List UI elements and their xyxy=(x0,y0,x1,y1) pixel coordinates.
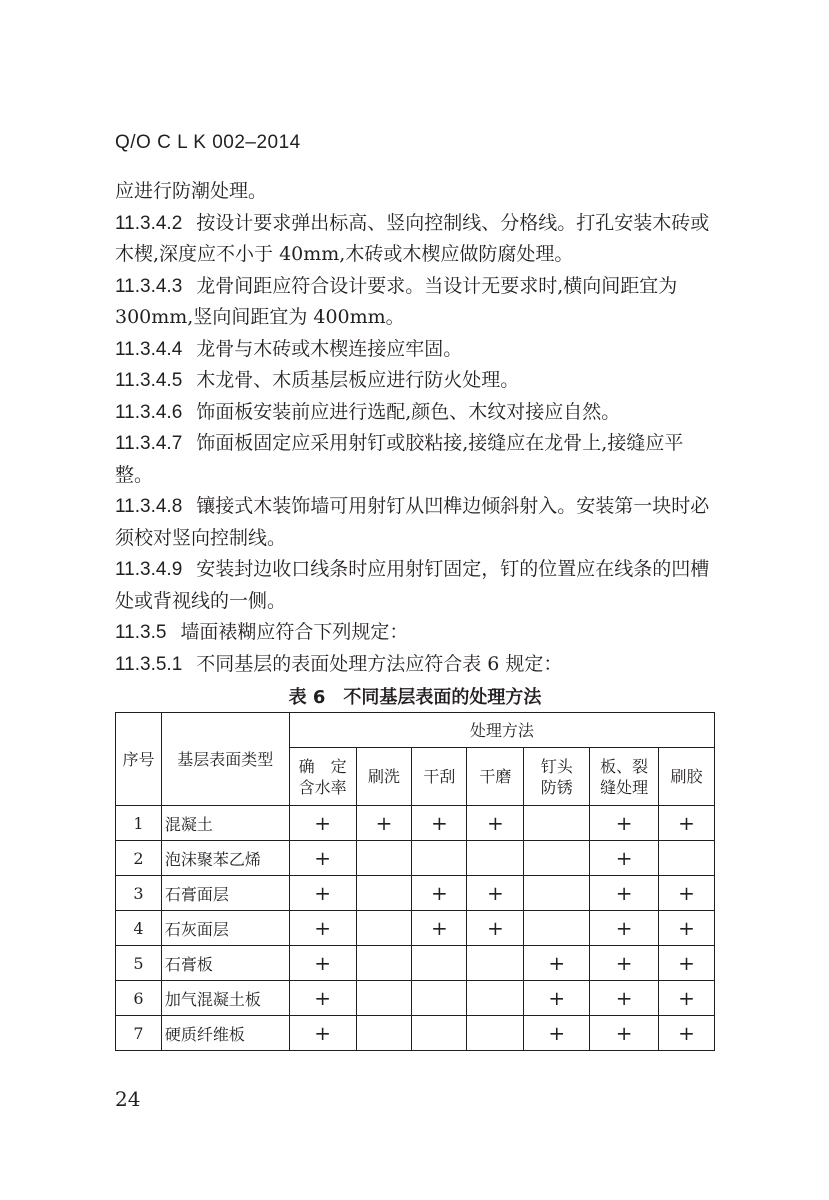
method-mark: + xyxy=(467,911,524,946)
row-seq: 3 xyxy=(116,876,162,911)
method-mark xyxy=(412,1016,467,1051)
method-mark: + xyxy=(659,876,715,911)
method-mark: + xyxy=(356,806,412,841)
paragraph xyxy=(115,428,720,491)
row-surface-type: 泡沫聚苯乙烯 xyxy=(161,841,289,876)
method-mark xyxy=(412,946,467,981)
clause-text: 饰面板固定应采用射钉或胶粘接,接缝应在龙骨上,接缝应平整。 xyxy=(115,432,684,486)
method-mark: + xyxy=(524,981,590,1016)
method-mark xyxy=(524,876,590,911)
clause-text: 应进行防潮处理。 xyxy=(115,180,268,202)
treatment-method-table xyxy=(115,712,715,1051)
clause-number: 11.3.4.2 xyxy=(115,212,183,234)
clause-number: 11.3.4.8 xyxy=(115,496,183,517)
method-mark: + xyxy=(412,876,467,911)
method-mark xyxy=(524,911,590,946)
table-row xyxy=(116,981,715,1016)
header-method: 刷洗 xyxy=(356,748,412,806)
method-mark: + xyxy=(590,841,659,876)
clause-text: 木龙骨、木质基层板应进行防火处理。 xyxy=(196,369,520,391)
header-surface-type: 基层表面类型 xyxy=(161,713,289,806)
method-mark: + xyxy=(590,981,659,1016)
row-surface-type: 混凝土 xyxy=(161,806,289,841)
clause-number: 11.3.4.6 xyxy=(115,401,183,423)
method-mark: + xyxy=(289,1016,356,1051)
clause-text: 安装封边收口线条时应用射钉固定，钉的位置应在线条的凹槽处或背视线的一侧。 xyxy=(115,558,710,612)
header-seq: 序号 xyxy=(116,713,162,806)
row-surface-type: 加气混凝土板 xyxy=(161,981,289,1016)
method-mark: + xyxy=(659,911,715,946)
method-mark xyxy=(356,841,412,876)
method-mark xyxy=(467,946,524,981)
method-mark xyxy=(412,841,467,876)
method-mark: + xyxy=(289,876,356,911)
paragraph xyxy=(115,491,720,554)
row-surface-type: 硬质纤维板 xyxy=(161,1016,289,1051)
row-seq: 6 xyxy=(116,981,162,1016)
paragraph xyxy=(115,334,720,366)
method-mark: + xyxy=(524,946,590,981)
row-seq: 7 xyxy=(116,1016,162,1051)
clause-text: 龙骨与木砖或木楔连接应牢固。 xyxy=(196,337,463,360)
header-method: 刷胶 xyxy=(659,748,715,806)
method-mark xyxy=(356,876,412,911)
paragraph xyxy=(115,397,720,429)
paragraph xyxy=(115,365,720,397)
table-row xyxy=(116,1016,715,1051)
method-mark: + xyxy=(467,876,524,911)
method-mark: + xyxy=(659,806,715,841)
header-method: 确 定 含水率 xyxy=(289,748,356,806)
table-row xyxy=(116,806,715,841)
method-mark xyxy=(659,841,715,876)
header-method: 钉头 防锈 xyxy=(524,748,590,806)
clause-text: 龙骨间距应符合设计要求。当设计无要求时,横向间距宜为 300mm,竖向间距宜为 400mm。 xyxy=(115,274,678,328)
clause-number: 11.3.4.9 xyxy=(115,559,183,580)
row-surface-type: 石灰面层 xyxy=(161,911,289,946)
clause-number: 11.3.5 xyxy=(115,622,167,643)
clause-text: 饰面板安装前应进行选配,颜色、木纹对接应自然。 xyxy=(196,400,621,423)
paragraph xyxy=(115,554,720,617)
method-mark xyxy=(412,981,467,1016)
method-mark: + xyxy=(467,806,524,841)
method-mark: + xyxy=(289,911,356,946)
method-mark: + xyxy=(524,1016,590,1051)
method-mark: + xyxy=(289,946,356,981)
paragraph xyxy=(115,271,720,334)
clause-number: 11.3.4.7 xyxy=(115,433,183,454)
method-mark xyxy=(356,911,412,946)
clause-text: 镶接式木装饰墙可用射钉从凹榫边倾斜射入。安装第一块时必须校对竖向控制线。 xyxy=(115,495,710,549)
method-mark: + xyxy=(659,981,715,1016)
clause-number: 11.3.4.3 xyxy=(115,275,183,297)
paragraph xyxy=(115,208,720,271)
method-mark: + xyxy=(289,841,356,876)
method-mark: + xyxy=(412,806,467,841)
header-method: 干磨 xyxy=(467,748,524,806)
header-method: 干刮 xyxy=(412,748,467,806)
row-surface-type: 石膏板 xyxy=(161,946,289,981)
clause-text: 墙面裱糊应符合下列规定： xyxy=(180,621,409,643)
table-title: 表 6 不同基层表面的处理方法 xyxy=(288,687,542,708)
paragraph xyxy=(115,649,720,681)
row-seq: 4 xyxy=(116,911,162,946)
method-mark xyxy=(467,1016,524,1051)
body-text xyxy=(115,176,720,680)
method-mark xyxy=(356,1016,412,1051)
method-mark xyxy=(467,841,524,876)
clause-number: 11.3.5.1 xyxy=(115,653,183,675)
method-mark: + xyxy=(659,1016,715,1051)
method-mark: + xyxy=(590,806,659,841)
document-code-header: Q/O C L K 002–2014 xyxy=(115,132,301,153)
method-mark xyxy=(356,981,412,1016)
header-method: 板、裂 缝处理 xyxy=(590,748,659,806)
clause-number: 11.3.4.5 xyxy=(115,370,183,391)
method-mark: + xyxy=(590,911,659,946)
row-seq: 5 xyxy=(116,946,162,981)
table-row xyxy=(116,946,715,981)
table-row xyxy=(116,876,715,911)
clause-number: 11.3.4.4 xyxy=(115,338,183,360)
method-mark xyxy=(356,946,412,981)
method-mark: + xyxy=(590,1016,659,1051)
method-mark: + xyxy=(659,946,715,981)
method-mark xyxy=(524,841,590,876)
method-mark xyxy=(524,806,590,841)
method-mark xyxy=(467,981,524,1016)
page-number: 24 xyxy=(115,1087,141,1111)
row-seq: 2 xyxy=(116,841,162,876)
row-seq: 1 xyxy=(116,806,162,841)
method-mark: + xyxy=(590,876,659,911)
method-mark: + xyxy=(289,981,356,1016)
paragraph xyxy=(115,617,720,649)
header-method-group: 处理方法 xyxy=(289,713,714,748)
table-row xyxy=(116,841,715,876)
table-row xyxy=(116,911,715,946)
paragraph xyxy=(115,176,720,208)
method-mark: + xyxy=(590,946,659,981)
clause-text: 按设计要求弹出标高、竖向控制线、分格线。打孔安装木砖或木楔,深度应不小于 40mm,木砖或木楔应做防腐处理。 xyxy=(115,211,710,265)
row-surface-type: 石膏面层 xyxy=(161,876,289,911)
method-mark: + xyxy=(412,911,467,946)
clause-text: 不同基层的表面处理方法应符合表 6 规定： xyxy=(196,652,563,675)
method-mark: + xyxy=(289,806,356,841)
